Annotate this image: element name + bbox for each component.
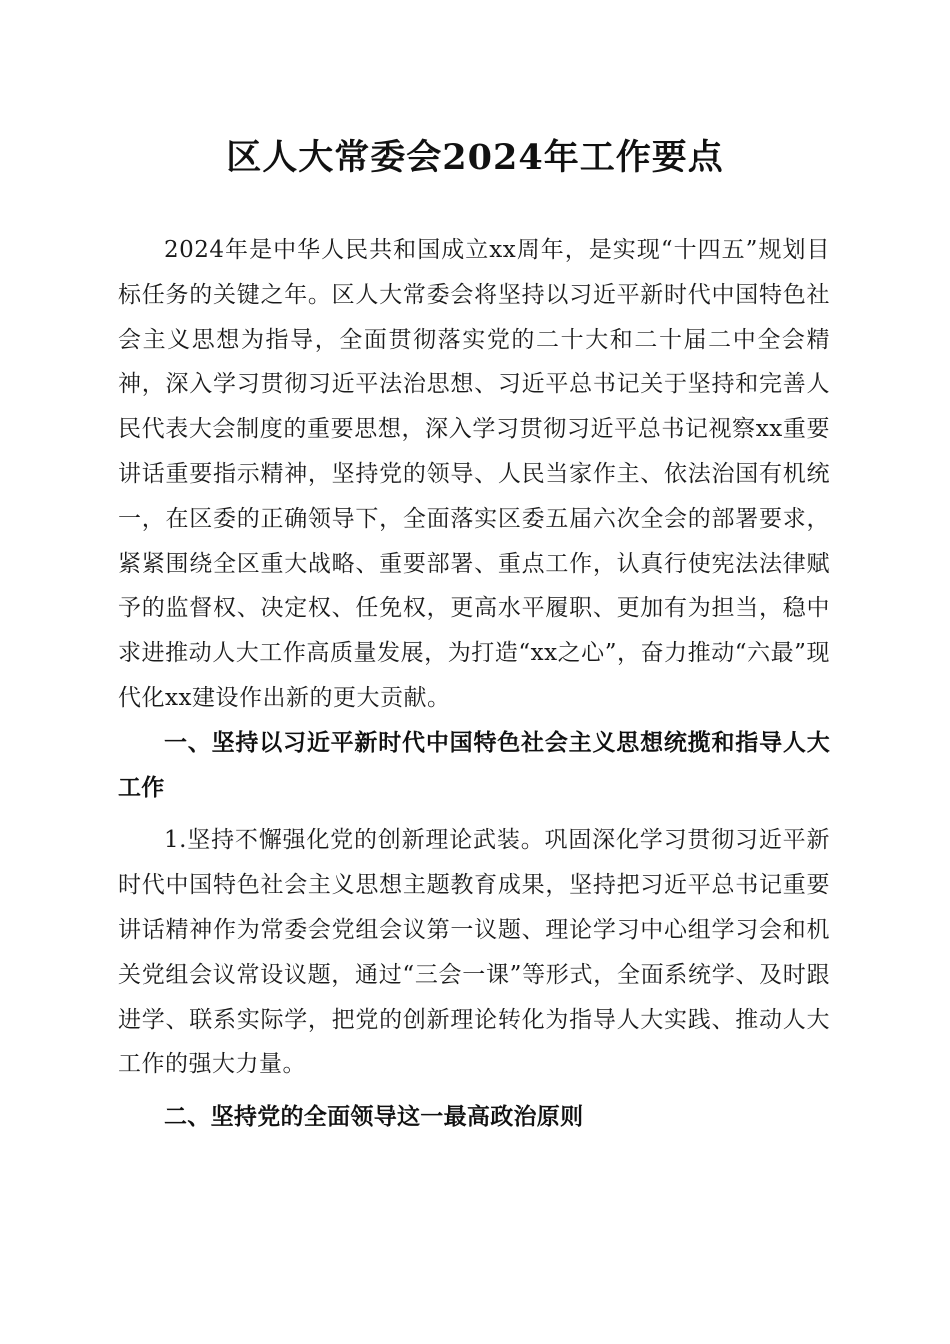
document-title: 区人大常委会2024年工作要点	[226, 137, 724, 178]
section-1-item-1: 1.坚持不懈强化党的创新理论武装。巩固深化学习贯彻习近平新时代中国特色社会主义思想主题教育成果，坚持把习近平总书记重要讲话精神作为常委会党组会议第一议题、理论学习中心组学习会和机关党组会议常设议题，通过“三会一课”等形式，全面系统学、及时跟进学、联系实际学，把党的创新理论转化为指导人大实践、推动人大工作的强大力量。	[118, 827, 830, 1078]
section-heading-1: 一、坚持以习近平新时代中国特色社会主义思想统揽和指导人大工作	[118, 729, 830, 801]
document-body	[118, 228, 830, 1140]
intro-paragraph: 2024年是中华人民共和国成立xx周年，是实现“十四五”规划目标任务的关键之年。区人大常委会将坚持以习近平新时代中国特色社会主义思想为指导，全面贯彻落实党的二十大和二十届二中全会精神，深入学习贯彻习近平法治思想、习近平总书记关于坚持和完善人民代表大会制度的重要思想，深入学习贯彻习近平总书记视察xx重要讲话重要指示精神，坚持党的领导、人民当家作主、依法治国有机统一，在区委的正确领导下，全面落实区委五届六次全会的部署要求，紧紧围绕全区重大战略、重要部署、重点工作，认真行使宪法法律赋予的监督权、决定权、任免权，更高水平履职、更加有为担当，稳中求进推动人大工作高质量发展，为打造“xx之心”，奋力推动“六最”现代化xx建设作出新的更大贡献。	[118, 237, 830, 711]
spacer	[118, 1087, 830, 1095]
spacer	[118, 810, 830, 818]
section-heading-2: 二、坚持党的全面领导这一最高政治原则	[164, 1104, 584, 1131]
